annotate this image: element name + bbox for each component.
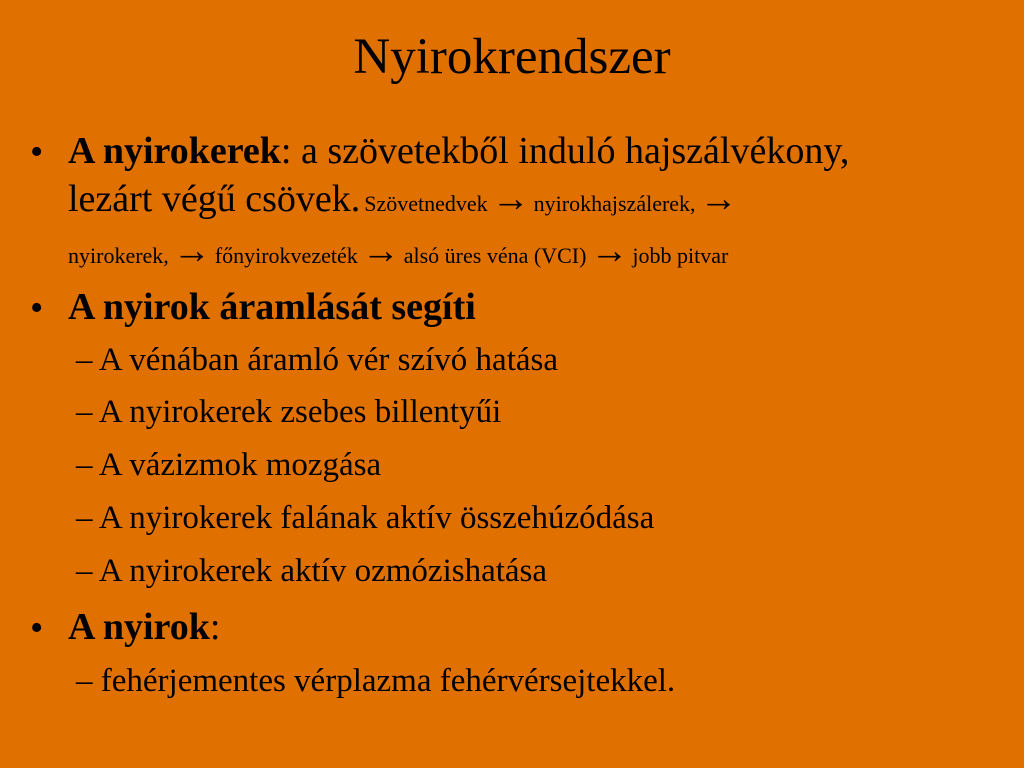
bullet-1-text-2: lezárt végű csövek. xyxy=(68,178,361,220)
sub-item: – A nyirokerek aktív ozmózishatása xyxy=(76,553,548,589)
sub-item: – fehérjementes vérplazma fehérvérsejtekkel. xyxy=(76,663,676,699)
bullet-1-text: : a szövetekből induló hajszálvékony, xyxy=(280,130,850,172)
bullet-1-line-2 xyxy=(68,177,738,221)
flow-step-5: alsó üres véna (VCI) xyxy=(403,243,587,268)
bullet-2-line xyxy=(68,285,476,329)
flow-step-6: jobb pitvar xyxy=(632,243,729,268)
bullet-marker: • xyxy=(30,607,44,649)
sub-item: – A nyirokerek zsebes billentyűi xyxy=(76,394,502,430)
arrow-icon: → xyxy=(172,230,211,272)
arrow-icon: → xyxy=(699,178,738,220)
bullet-marker: • xyxy=(30,131,44,173)
bullet-marker: • xyxy=(30,287,44,329)
flow-step-2: nyirokhajszálerek, xyxy=(533,191,696,216)
bullet-1-line-3 xyxy=(68,229,728,273)
flow-step-1: Szövetnedvek xyxy=(364,191,488,216)
sub-item: – A vázizmok mozgása xyxy=(76,447,382,483)
arrow-icon: → xyxy=(590,230,629,272)
bullet-1-heading: A nyirokerek xyxy=(68,130,281,172)
arrow-icon: → xyxy=(361,230,400,272)
bullet-2-heading: A nyirok áramlását segíti xyxy=(68,286,476,328)
bullet-3-heading: A nyirok xyxy=(68,606,210,648)
flow-step-3: nyirokerek, xyxy=(68,243,169,268)
sub-item: – A nyirokerek falának aktív összehúzódása xyxy=(76,500,655,536)
slide-title: Nyirokrendszer xyxy=(353,29,671,85)
bullet-3-line xyxy=(68,605,220,649)
bullet-1-line-1 xyxy=(68,129,849,173)
bullet-3-colon: : xyxy=(209,606,221,648)
flow-step-4: főnyirokvezeték xyxy=(214,243,358,268)
sub-item: – A vénában áramló vér szívó hatása xyxy=(76,342,558,378)
arrow-icon: → xyxy=(491,178,530,220)
